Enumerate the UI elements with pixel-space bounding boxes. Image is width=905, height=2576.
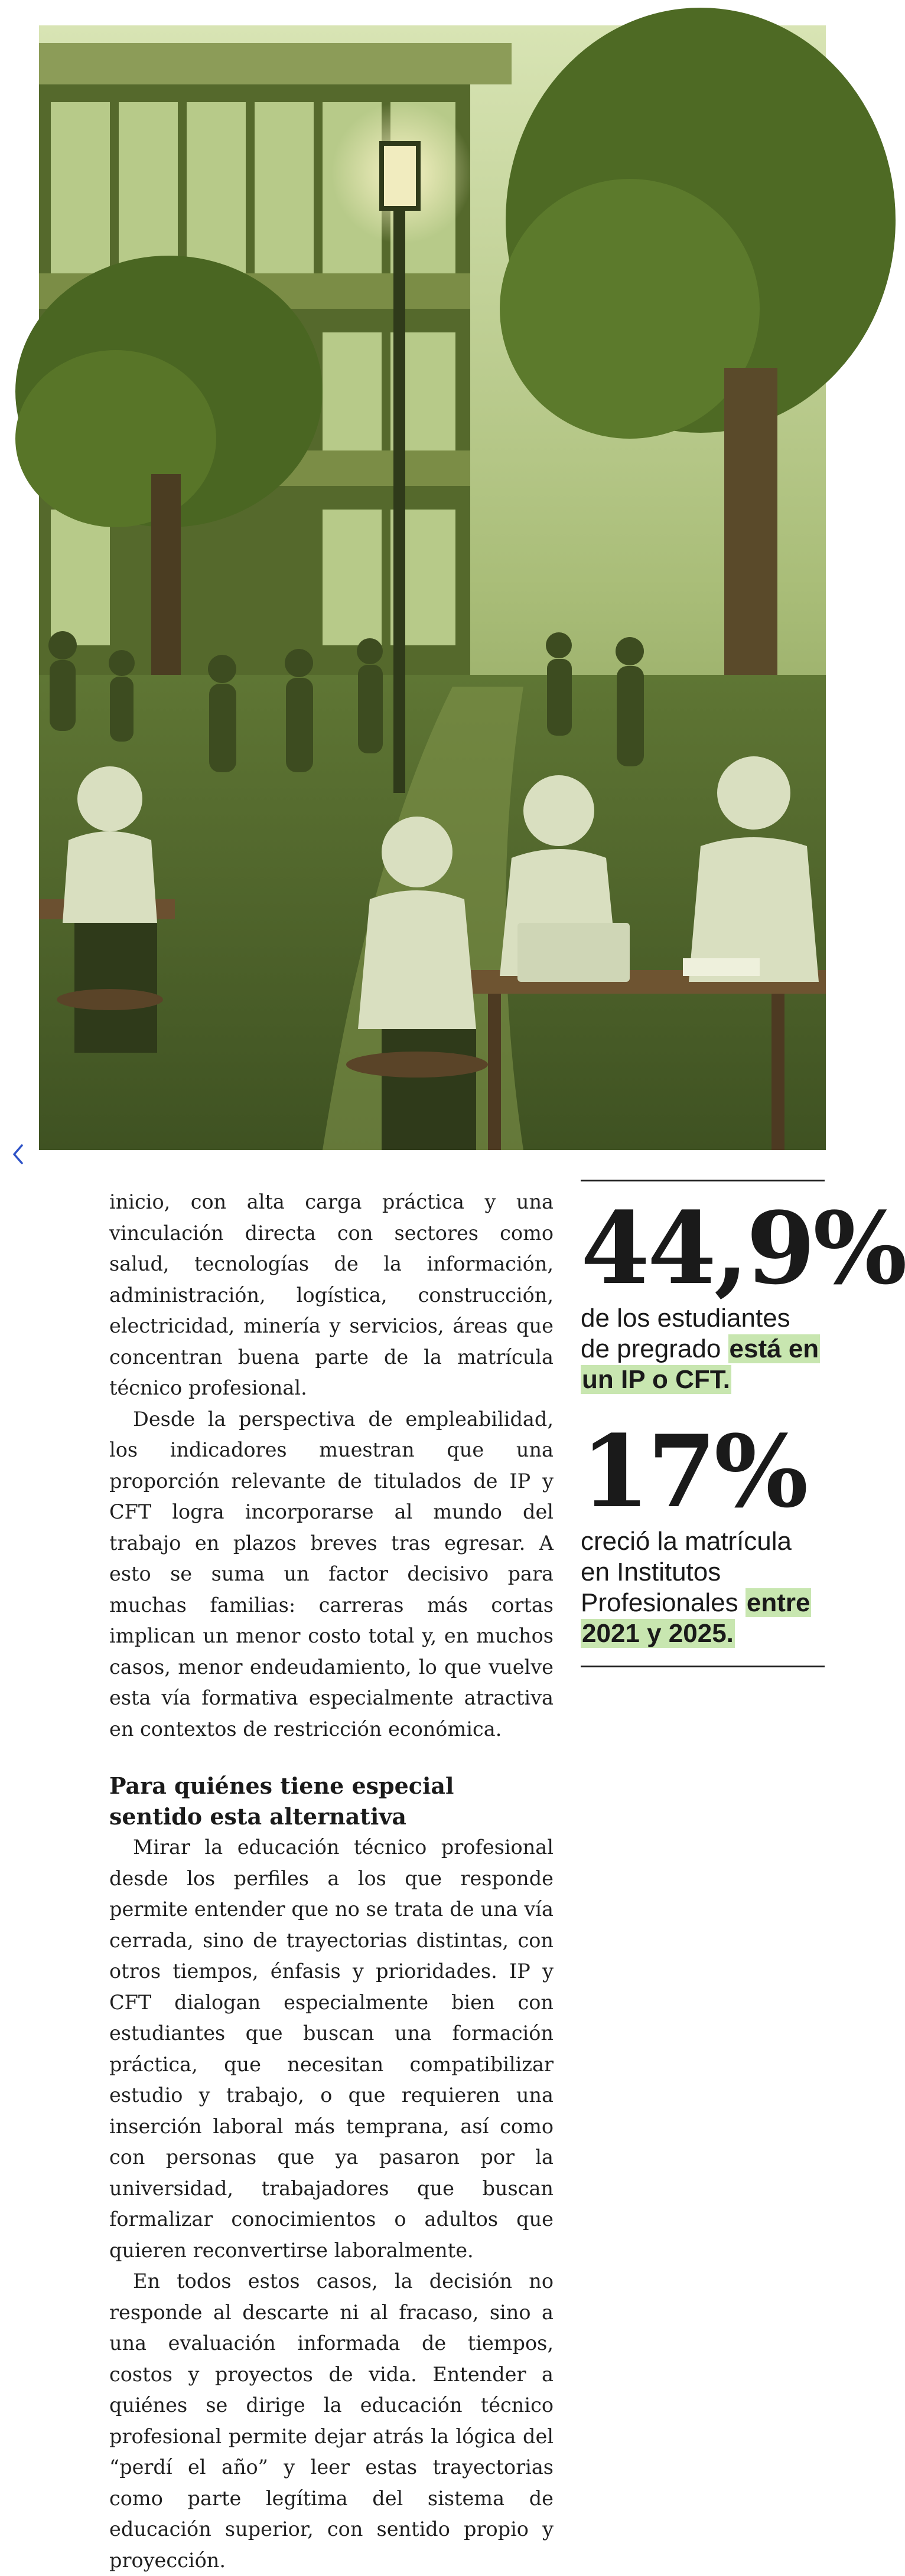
article-body	[109, 1187, 554, 2576]
stats-sidebar	[581, 1180, 905, 1667]
paragraph-intro: inicio, con alta carga práctica y una vinculación directa con sectores como salud, tecnologías de la información, administración, logística, construcción, electricidad, minería y servicios, áreas que concentran buena parte de la matrícula técnico profesional.	[109, 1190, 554, 1399]
paragraph-profiles: Mirar la educación técnico profesional desde los perfiles a los que responde permite entender que no se trata de una vía cerrada, sino de trayectorias distintas, con otros tiempos, énfasis y prioridades. IP y CFT dialogan especialmente bien con estudiantes que buscan una formación práctica, que necesitan compatibilizar estudio y trabajo, o que requieren una inserción laboral más temprana, así como con personas que ya pasaron por la universidad, trabajadores que buscan formalizar conocimientos o adultos que quieren reconvertirse laboralmente.	[109, 1836, 554, 2262]
stat-description	[581, 1526, 825, 1649]
stat-text: creció la matrícula en Institutos Profesionales	[581, 1527, 792, 1617]
sidebar-bottom-rule	[581, 1666, 825, 1667]
paragraph-conclusion: En todos estos casos, la decisión no responde al descarte ni al fracaso, sino a una evaluación informada de tiempos, costos y proyectos de vida. Entender a quiénes se dirige la educación técnico profesional permite dejar atrás la lógica del “perdí el año” y leer estas trayectorias como parte legítima del sistema de educación superior, con sentido propio y proyección.	[109, 2270, 554, 2572]
stat-number: 44,9%	[581, 1190, 905, 1307]
chevron-left-icon[interactable]	[11, 1142, 25, 1166]
stat-block-enrollment-growth	[581, 1413, 825, 1649]
stat-text: de los estudiantes de pregrado	[581, 1304, 790, 1363]
hero-illustration	[39, 25, 826, 1150]
stat-number: 17%	[581, 1413, 806, 1530]
stat-description	[581, 1303, 825, 1395]
sidebar-top-rule	[581, 1180, 825, 1181]
paragraph-employability: Desde la perspectiva de empleabilidad, los indicadores muestran que una proporción relevante de titulados de IP y CFT logra incorporarse al mundo del trabajo en plazos breves tras egresar. A esto se suma un factor decisivo para muchas familias: carreras más cortas implican un menor costo total y, en muchos casos, menor endeudamiento, lo que vuelve esta vía formativa especialmente atractiva en contextos de restricción económica.	[109, 1407, 554, 1741]
stat-block-enrollment-share	[581, 1190, 905, 1395]
section-heading: Para quiénes tiene especial sentido esta alternativa	[109, 1772, 454, 1830]
stat-highlight: está en un IP o CFT.	[582, 1334, 819, 1394]
stat-highlight: entre 2021 y 2025.	[582, 1588, 810, 1648]
campus-scene-image	[39, 25, 826, 1150]
